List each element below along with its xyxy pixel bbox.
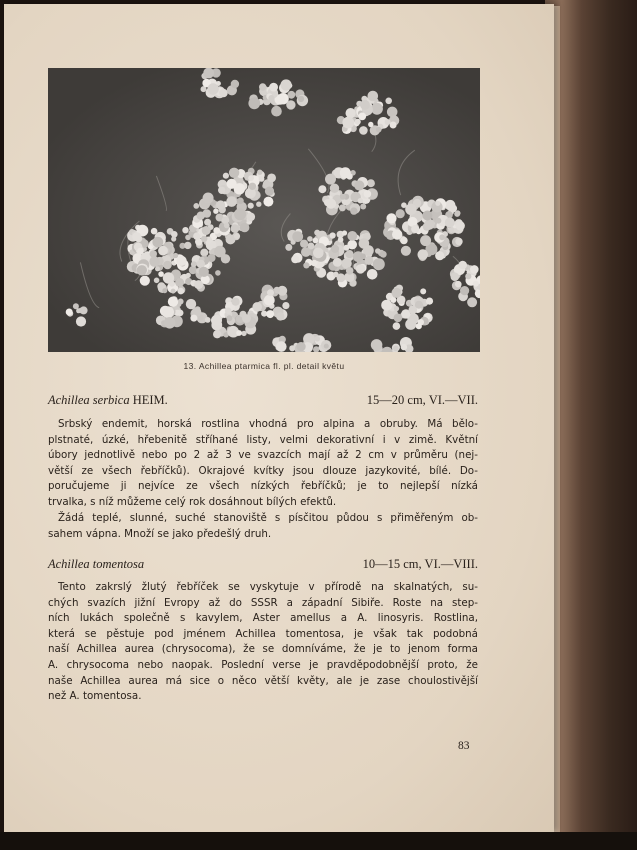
flower-blossom (364, 256, 373, 265)
species-name (48, 393, 168, 408)
text-line: větší ze všech řebříčků). Okrajové kvítky jsou dlouze jazykovité, bílé. Do- (48, 464, 478, 477)
flower-blossom (390, 297, 396, 303)
flower-blossom (202, 226, 211, 235)
flower-blossom (292, 231, 303, 242)
flower-blossom (346, 267, 354, 275)
flower-blossom (257, 170, 262, 175)
text-line: Srbský endemit, horská rostlina vhodná pro alpina a obruby. Má bělo- (58, 418, 478, 430)
species-author: HEIM. (132, 393, 168, 407)
flower-blossom (416, 323, 422, 329)
flower-blossom (204, 219, 211, 226)
flower-blossom (445, 200, 456, 211)
flower-blossom (178, 299, 184, 305)
flower-blossom (340, 194, 346, 200)
flower-blossom (350, 207, 357, 214)
flower-blossom (368, 91, 379, 102)
flower-blossom (137, 248, 144, 255)
entry-heading-serbica (48, 393, 478, 409)
flower-blossom (186, 273, 191, 278)
flower-blossom (392, 288, 402, 298)
flower-blossom (330, 184, 339, 193)
flower-blossom (418, 249, 429, 260)
flower-blossom (324, 344, 329, 349)
text-line: než A. tomentosa. (48, 690, 142, 703)
flower-blossom (358, 113, 366, 121)
flower-blossom (152, 237, 163, 248)
flower-blossom (394, 306, 399, 311)
flower-blossom (155, 266, 160, 271)
flower-blossom (360, 253, 366, 259)
flower-blossom (355, 119, 361, 125)
flower-blossom (177, 256, 187, 266)
flower-blossom (80, 306, 88, 314)
flower-blossom (264, 295, 275, 306)
flower-blossom (330, 232, 336, 238)
flower-blossom (445, 218, 455, 228)
flower-blossom (451, 272, 460, 281)
flower-blossom (465, 273, 471, 279)
flower-blossom (405, 204, 416, 215)
flower-blossom (232, 298, 240, 306)
flower-blossom (205, 317, 211, 323)
flower-blossom (191, 261, 197, 267)
flower-blossom (242, 314, 251, 323)
flower-blossom (343, 245, 349, 251)
flower-blossom (359, 126, 368, 135)
flower-blossom (342, 117, 354, 129)
paragraph-serbica-2 (48, 511, 478, 542)
flower-blossom (199, 267, 209, 277)
text-line: chých svazích jižní Evropy až do SSSR a západní Sibiře. Roste na step- (48, 596, 478, 609)
flower-blossom (435, 251, 444, 260)
flower-blossom (358, 198, 363, 203)
flower-blossom (234, 183, 245, 194)
flower-blossom (401, 246, 411, 256)
flower-blossom (368, 122, 373, 127)
flower-blossom (265, 187, 274, 196)
height-flowering-range: 15—20 cm, VI.—VII. (366, 393, 478, 407)
flower-blossom (237, 198, 244, 205)
text-line: A. chrysocoma nebo naopak. Poslední verse je pravděpodobnější proto, že (48, 658, 478, 671)
flower-blossom (158, 246, 168, 256)
flower-blossom (150, 250, 157, 257)
flower-blossom (226, 196, 237, 207)
flower-stem (398, 150, 415, 195)
flower-blossom (382, 347, 393, 352)
flower-blossom (171, 289, 176, 294)
flower-blossom (288, 91, 296, 99)
flower-blossom (200, 249, 208, 257)
flower-blossom (263, 197, 273, 207)
flower-blossom (140, 276, 150, 286)
flower-blossom (338, 237, 344, 243)
flower-blossom (420, 235, 431, 246)
flower-blossom (249, 183, 256, 190)
flower-blossom (354, 180, 364, 190)
flower-blossom (470, 265, 479, 274)
flower-blossom (268, 95, 274, 101)
paragraph-serbica-1 (48, 417, 478, 511)
flower-blossom (224, 223, 230, 229)
flower-blossom (313, 248, 324, 259)
flower-blossom (415, 301, 423, 309)
flower-blossom (184, 242, 191, 249)
flower-blossom (231, 80, 239, 88)
flower-blossom (189, 266, 197, 274)
flower-blossom (218, 187, 225, 194)
flower-blossom (326, 199, 336, 209)
flower-blossom (221, 254, 230, 263)
flower-blossom (289, 345, 295, 351)
flower-blossom (360, 204, 366, 210)
flower-blossom (473, 281, 479, 287)
flower-blossom (171, 236, 176, 241)
flower-blossom (381, 300, 392, 311)
flower-blossom (285, 244, 292, 251)
flower-blossom (213, 209, 218, 214)
flower-blossom (360, 100, 370, 110)
text-line: sahem vápna. Množí se jako předešlý druh. (48, 527, 272, 540)
flower-blossom (385, 119, 391, 125)
flower-blossom (137, 265, 147, 275)
flower-blossom (435, 201, 440, 206)
flower-blossom (163, 272, 174, 283)
flower-blossom (234, 208, 246, 220)
species-latin: Achillea serbica (48, 393, 130, 407)
flower-blossom (422, 211, 432, 221)
flower-blossom (201, 236, 207, 242)
flower-blossom (231, 224, 240, 233)
flower-blossom (211, 315, 222, 326)
text-line: která se pěstuje pod jménem Achillea tomentosa, je však tak podobná (48, 627, 478, 640)
flower-blossom (173, 253, 178, 258)
flower-blossom (339, 204, 346, 211)
flower-blossom (331, 245, 339, 253)
flower-blossom (240, 223, 250, 233)
scan-bottom-edge (0, 832, 637, 850)
flower-blossom (375, 248, 381, 254)
flower-blossom (252, 302, 262, 312)
flower-blossom (197, 212, 205, 220)
flower-blossom (301, 247, 311, 257)
flower-blossom (164, 317, 176, 329)
flower-blossom (162, 306, 174, 318)
flower-blossom (291, 255, 299, 263)
flower-blossom (248, 203, 254, 209)
flower-blossom (259, 83, 266, 90)
flower-blossom (340, 167, 351, 178)
flower-blossom (371, 103, 383, 115)
flower-blossom (182, 227, 188, 233)
flower-blossom (178, 288, 185, 295)
height-flowering-range: 10—15 cm, VI.—VIII. (362, 557, 478, 571)
flower-stem (80, 262, 99, 307)
flower-blossom (380, 251, 387, 258)
flower-blossom (162, 288, 167, 293)
flower-blossom (297, 342, 306, 351)
text-line: poručujeme ji nejvíce ze všech nízkých řebříčků; je to nejlepší nízká (48, 480, 478, 493)
flower-blossom (364, 190, 372, 198)
flower-blossom (241, 331, 246, 336)
flower-blossom (266, 310, 274, 318)
flower-blossom (390, 122, 397, 129)
flower-blossom (234, 233, 240, 239)
figure-caption: 13. Achillea ptarmica fl. pl. detail květu (183, 361, 345, 371)
flower-blossom (367, 269, 378, 280)
flower-blossom (149, 257, 159, 267)
flower-blossom (193, 203, 199, 209)
flower-blossom (248, 97, 260, 109)
flower-blossom (226, 234, 236, 244)
flower-blossom (342, 230, 347, 235)
flower-blossom (236, 330, 242, 336)
flower-blossom (386, 213, 396, 223)
flower-blossom (345, 250, 353, 258)
text-line: trvalka, s níž můžeme celý rok dosáhnout bílých efektů. (48, 495, 337, 508)
flower-blossom (367, 179, 375, 187)
flower-blossom (282, 302, 289, 309)
text-line: Žádá teplé, slunné, suché stanoviště s písčitou půdou s přiměřeným ob- (58, 512, 478, 524)
flower-blossom (281, 79, 292, 90)
flower-blossom (371, 339, 383, 351)
flower-blossom (256, 202, 261, 207)
flower-blossom (175, 278, 184, 287)
flower-blossom (313, 238, 319, 244)
text-line: Tento zakrslý žlutý řebříček se vyskytuje v přírodě na skalnatých, su- (58, 581, 478, 593)
flower-blossom (276, 341, 287, 352)
flower-blossom (267, 174, 276, 183)
species-name (48, 557, 144, 572)
flower-blossom (347, 231, 357, 241)
flower-blossom (455, 281, 462, 288)
flower-blossom (303, 262, 309, 268)
flower-blossom (163, 261, 172, 270)
flower-blossom (392, 229, 402, 239)
flower-blossom (454, 211, 460, 217)
flower-blossom (411, 225, 419, 233)
flower-blossom (158, 271, 164, 277)
flower-blossom (190, 315, 197, 322)
flower-stem (308, 149, 329, 193)
flower-blossom (207, 83, 218, 94)
flower-blossom (168, 297, 178, 307)
text-line: ních lukách společně s kavylem, Aster amellus a A. linosyris. Rostlina, (48, 612, 478, 625)
flower-blossom (458, 261, 467, 270)
flower-blossom (267, 289, 274, 296)
flower-blossom (286, 100, 295, 109)
flower-blossom (276, 312, 284, 320)
text-line: naší Achillea aurea (chrysocoma), že se domníváme, že je to jenom forma (48, 643, 478, 656)
flower-blossom (248, 175, 254, 181)
flower-blossom (194, 280, 203, 289)
flower-blossom (307, 236, 313, 242)
flower-blossom (396, 209, 405, 218)
flower-blossom (420, 288, 426, 294)
flower-blossom (394, 314, 403, 323)
flower-blossom (229, 168, 239, 178)
text-line: plstnaté, úzké, hřebenitě stříhané listy, velmi dekorativní i v zimě. Květní (48, 433, 478, 446)
entry-heading-tomentosa (48, 557, 478, 573)
flower-photo (48, 68, 480, 352)
flower-blossom (318, 185, 326, 193)
flower-blossom (247, 213, 256, 222)
flower-blossom (271, 106, 282, 117)
flower-blossom (424, 219, 434, 229)
flower-blossom (436, 218, 442, 224)
flower-blossom (213, 227, 220, 234)
flower-blossom (76, 316, 86, 326)
species-latin: Achillea tomentosa (48, 557, 145, 571)
flower-blossom (225, 308, 232, 315)
flower-blossom (400, 237, 408, 245)
flower-blossom (213, 330, 221, 338)
flower-blossom (132, 232, 141, 241)
paragraph-tomentosa-1 (48, 580, 478, 705)
flower-blossom (460, 286, 469, 295)
flower-blossom (186, 299, 196, 309)
text-line: naše Achillea aurea má sice o něco větší květy, ale je zase choulostivější (48, 674, 478, 687)
flower-blossom (300, 240, 308, 248)
flower-blossom (259, 176, 265, 182)
flower-blossom (325, 174, 336, 185)
flower-blossom (385, 98, 392, 105)
flower-blossom (311, 260, 318, 267)
book-page (4, 4, 554, 832)
flower-blossom (455, 238, 462, 245)
flower-stem (156, 176, 166, 211)
flower-blossom (203, 68, 214, 78)
flower-blossom (387, 107, 398, 118)
flower-blossom (356, 264, 365, 273)
flower-blossom (226, 315, 232, 321)
flower-blossom (223, 173, 229, 179)
flower-blossom (298, 96, 304, 102)
flower-blossom (405, 319, 416, 330)
flower-blossom (333, 258, 342, 267)
flower-blossom (216, 200, 225, 209)
flower-blossom (274, 287, 280, 293)
flower-blossom (315, 336, 321, 342)
flower-blossom (314, 230, 320, 236)
flower-blossom (467, 297, 477, 307)
flower-blossom (376, 127, 382, 133)
flower-blossom (426, 298, 433, 305)
flower-blossom (373, 258, 385, 270)
flower-blossom (215, 270, 221, 276)
flower-blossom (219, 89, 228, 98)
flower-blossom (154, 278, 160, 284)
flower-blossom (346, 108, 356, 118)
text-line: úbory jednotlivě nebo po 2 až 3 ve svazcích mají až 2 cm v průměru (nej- (48, 449, 478, 462)
flower-blossom (269, 83, 278, 92)
flower-blossom (337, 273, 346, 282)
flower-blossom (203, 193, 214, 204)
page-number: 83 (458, 740, 470, 752)
flower-blossom (456, 221, 465, 230)
flower-blossom (393, 322, 401, 330)
flower-blossom (313, 346, 319, 352)
flower-blossom (439, 234, 445, 240)
flower-blossom (401, 344, 407, 350)
flower-blossom (66, 309, 73, 316)
flower-blossom (393, 346, 399, 352)
